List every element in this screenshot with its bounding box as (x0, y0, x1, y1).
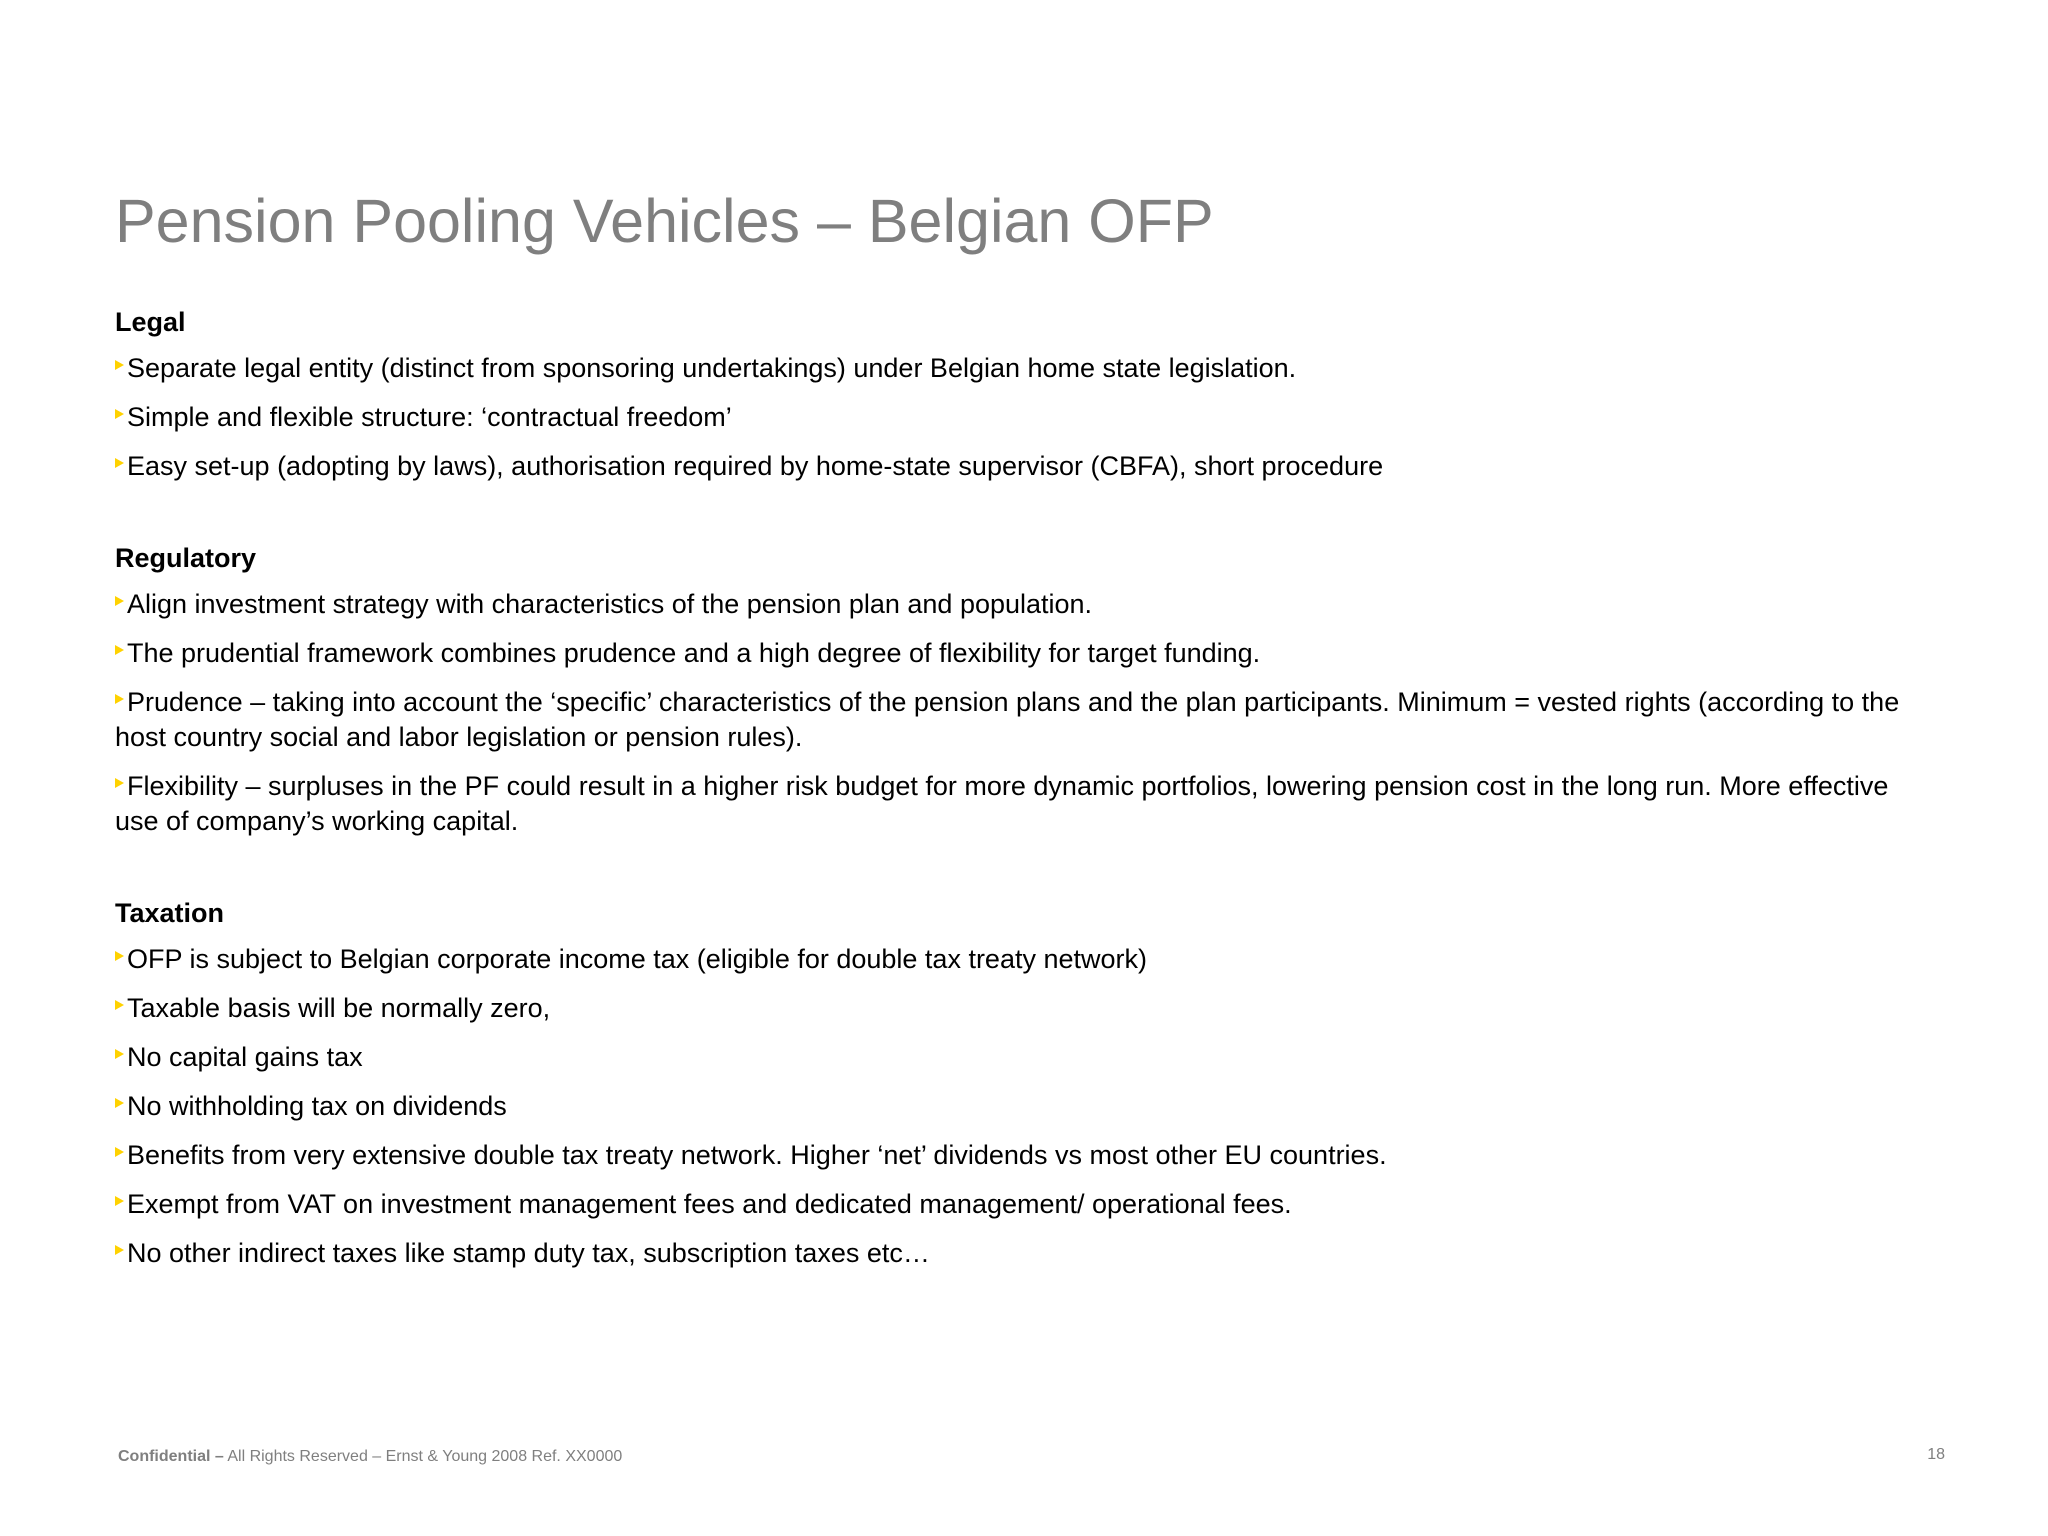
section-heading: Taxation (115, 898, 225, 928)
list-item (115, 351, 1935, 386)
triangle-bullet-icon (115, 596, 124, 606)
bullet-text: Easy set-up (adopting by laws), authorisation required by home-state supervisor (CBFA), short procedure (127, 451, 1384, 481)
list-item (115, 685, 1935, 755)
section-heading: Regulatory (115, 543, 257, 573)
bullet-text: No withholding tax on dividends (127, 1091, 507, 1121)
list-item (115, 1236, 1935, 1271)
slide-content (115, 302, 1935, 1325)
section-regulatory (115, 538, 1935, 839)
footer-confidential (118, 1448, 622, 1466)
bullet-text: Separate legal entity (distinct from sponsoring undertakings) under Belgian home state legislation. (127, 353, 1297, 383)
list-item (115, 449, 1935, 484)
bullet-text: Flexibility – surpluses in the PF could result in a higher risk budget for more dynamic portfolios, lowering pension cost in the long run. More effective use of company’s working capital. (115, 771, 1889, 836)
triangle-bullet-icon (115, 458, 124, 468)
slide-title: Pension Pooling Vehicles – Belgian OFP (115, 187, 1214, 255)
list-item (115, 636, 1935, 671)
list-item (115, 400, 1935, 435)
bullet-text: Exempt from VAT on investment management fees and dedicated management/ operational fees. (127, 1189, 1292, 1219)
triangle-bullet-icon (115, 1196, 124, 1206)
triangle-bullet-icon (115, 1245, 124, 1255)
footer-rights-text: All Rights Reserved – Ernst & Young 2008 Ref. XX0000 (223, 1448, 623, 1465)
list-item (115, 587, 1935, 622)
list-item (115, 1089, 1935, 1124)
section-legal (115, 302, 1935, 484)
triangle-bullet-icon (115, 778, 124, 788)
bullet-text: No capital gains tax (127, 1042, 363, 1072)
bullet-text: Align investment strategy with characteristics of the pension plan and population. (127, 589, 1093, 619)
page-number: 18 (1927, 1446, 1945, 1463)
triangle-bullet-icon (115, 1049, 124, 1059)
bullet-text: Benefits from very extensive double tax treaty network. Higher ‘net’ dividends vs most other EU countries. (127, 1140, 1387, 1170)
list-item (115, 1040, 1935, 1075)
section-taxation (115, 893, 1935, 1271)
list-item (115, 942, 1935, 977)
triangle-bullet-icon (115, 1000, 124, 1010)
triangle-bullet-icon (115, 951, 124, 961)
list-item (115, 1138, 1935, 1173)
section-heading: Legal (115, 307, 186, 337)
bullet-text: Simple and flexible structure: ‘contractual freedom’ (127, 402, 732, 432)
bullet-text: Taxable basis will be normally zero, (127, 993, 551, 1023)
list-item (115, 769, 1935, 839)
bullet-text: OFP is subject to Belgian corporate income tax (eligible for double tax treaty network) (127, 944, 1148, 974)
triangle-bullet-icon (115, 694, 124, 704)
list-item (115, 991, 1935, 1026)
bullet-text: No other indirect taxes like stamp duty tax, subscription taxes etc… (127, 1238, 930, 1268)
triangle-bullet-icon (115, 360, 124, 370)
bullet-text: The prudential framework combines prudence and a high degree of flexibility for target funding. (127, 638, 1261, 668)
triangle-bullet-icon (115, 1147, 124, 1157)
footer-confidential-label: Confidential – (118, 1448, 224, 1465)
triangle-bullet-icon (115, 1098, 124, 1108)
triangle-bullet-icon (115, 409, 124, 419)
bullet-text: Prudence – taking into account the ‘specific’ characteristics of the pension plans and the plan participants. Minimum = vested rights (according to the host country social and labor legislation or pension rules). (115, 687, 1900, 752)
triangle-bullet-icon (115, 645, 124, 655)
list-item (115, 1187, 1935, 1222)
